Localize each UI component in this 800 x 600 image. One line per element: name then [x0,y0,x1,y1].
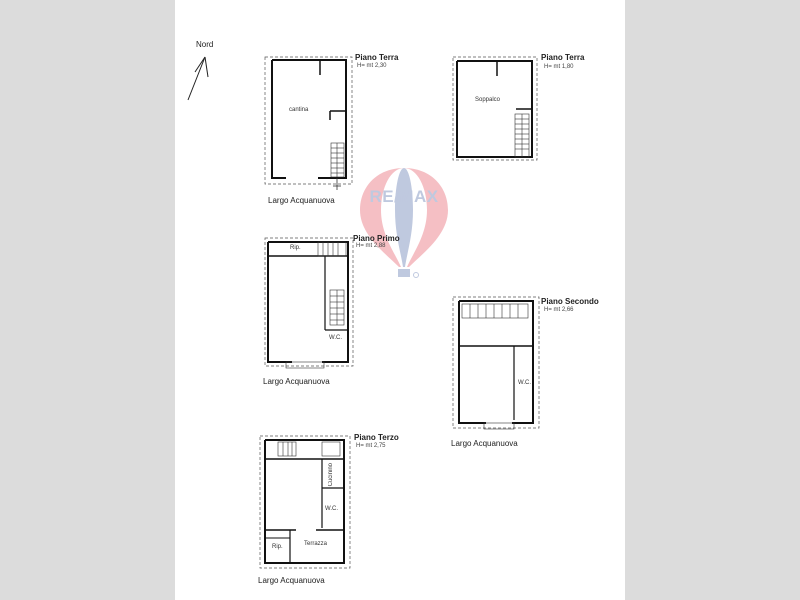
room-storage-first: Rip. [290,245,301,251]
plan-first-floor-title: Piano Primo [353,234,400,243]
plan-third-floor-height: H= mt 2,75 [356,443,386,449]
watermark-text: RE/MAX [369,187,439,206]
plan-second-floor-height: H= mt 2,66 [544,307,574,313]
room-wc-second: W.C. [518,380,531,386]
street-label: Largo Acquanuova [451,439,518,448]
room-terrace: Terrazza [304,541,328,547]
plan-ground-cellar-height: H= mt 2,30 [357,63,387,69]
street-label: Largo Acquanuova [263,377,330,386]
street-label: Largo Acquanuova [268,196,335,205]
plan-ground-cellar-title: Piano Terra [355,53,399,62]
room-kitchenette: Cucinino [328,463,334,487]
room-cantina: cantina [289,107,309,113]
room-wc-third: W.C. [325,506,338,512]
plan-first-floor-height: H= mt 2,88 [356,243,386,249]
room-soppalco: Soppalco [475,97,501,103]
room-wc-first: W.C. [329,335,342,341]
street-label: Largo Acquanuova [258,576,325,585]
room-storage-third: Rip. [272,544,283,550]
plan-ground-mezzanine-height: H= mt 1,80 [544,64,574,70]
north-label: Nord [196,40,214,49]
plan-second-floor-title: Piano Secondo [541,297,599,306]
plan-third-floor-title: Piano Terzo [354,433,399,442]
plan-ground-mezzanine-title: Piano Terra [541,53,585,62]
